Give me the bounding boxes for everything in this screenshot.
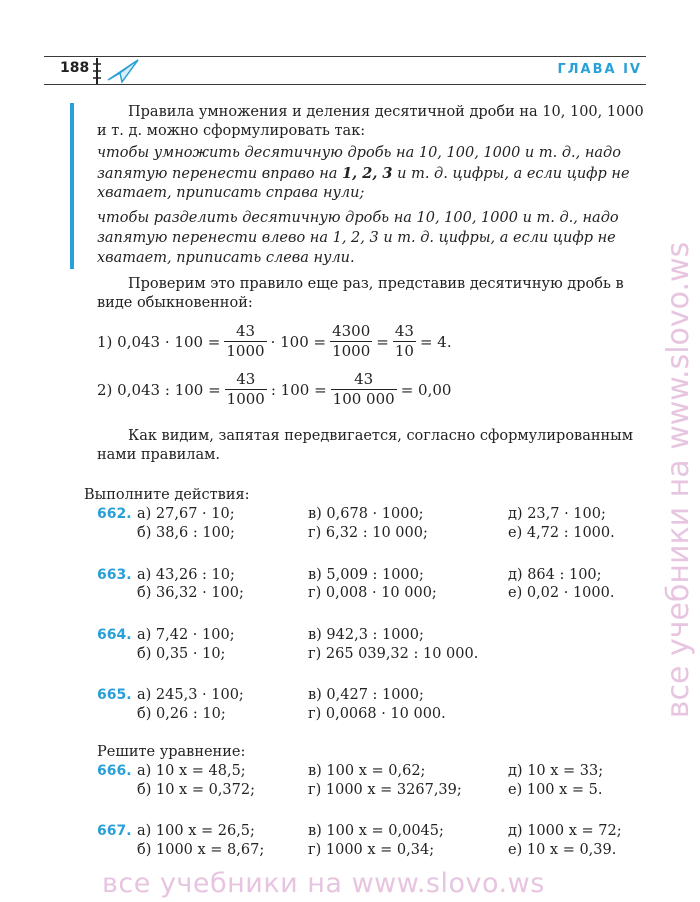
exercise-666-v: в) 100 x = 0,62; (308, 763, 426, 779)
equation-2 (97, 370, 451, 409)
exercise-667-g: г) 1000 x = 0,34; (308, 842, 435, 858)
rule-highlight-bar (70, 103, 74, 269)
task-header-actions: Выполните действия: (84, 487, 250, 503)
exercise-663-g: г) 0,008 · 10 000; (308, 585, 437, 601)
exercise-665-a: а) 245,3 · 100; (137, 687, 244, 703)
check-line-1: Проверим это правило еще раз, представив десятичную дробь в (128, 276, 624, 292)
exercise-667-a: а) 100 x = 26,5; (137, 823, 255, 839)
intro-line-2: и т. д. можно сформулировать так: (97, 123, 366, 139)
eq2-rhs: = 0,00 (400, 380, 452, 399)
rule2-line-2: запятую перенести влево на 1, 2, 3 и т. д. цифры, а если цифр не (97, 230, 616, 246)
exercise-664-b: б) 0,35 · 10; (137, 646, 226, 662)
exercise-number: 665. (97, 687, 132, 703)
eq1-fraction-3: $\frac{43}{10}$ (394, 322, 414, 360)
exercise-number: 663. (97, 567, 132, 583)
rule1-line-2: запятую перенести вправо на 1, 2, 3 и т. д. цифры, а если цифр не (97, 165, 630, 182)
exercise-number: 664. (97, 627, 132, 643)
header-decoration-icon (92, 56, 142, 90)
chapter-title: ГЛАВА IV (557, 62, 642, 77)
intro-line-1: Правила умножения и деления десятичной дроби на 10, 100, 1000 (128, 104, 644, 120)
exercise-665-v: в) 0,427 : 1000; (308, 687, 424, 703)
exercise-662-g: г) 6,32 : 10 000; (308, 525, 428, 541)
exercise-662-b: б) 38,6 : 100; (137, 525, 235, 541)
exercise-667-d: д) 1000 x = 72; (508, 823, 622, 839)
eq1-mid-2: = (376, 332, 389, 351)
eq1-lhs: 1) 0,043 · 100 = (97, 332, 221, 351)
exercise-665 (97, 687, 132, 703)
exercise-666-e: е) 100 x = 5. (508, 782, 603, 798)
exercise-667 (97, 823, 132, 839)
exercise-666-g: г) 1000 x = 3267,39; (308, 782, 462, 798)
rule2-line-3: хватает, приписать слева нули. (97, 250, 355, 266)
exercise-663-e: е) 0,02 · 1000. (508, 585, 615, 601)
exercise-663 (97, 567, 132, 583)
exercise-666-d: д) 10 x = 33; (508, 763, 604, 779)
exercise-665-b: б) 0,26 : 10; (137, 706, 226, 722)
exercise-662-a: а) 27,67 · 10; (137, 506, 235, 522)
rule1-line-1: чтобы умножить десятичную дробь на 10, 100, 1000 и т. д., надо (97, 145, 621, 161)
exercise-662-d: д) 23,7 · 100; (508, 506, 606, 522)
conclusion-line-2: нами правилам. (97, 447, 221, 463)
exercise-number: 666. (97, 763, 132, 779)
exercise-664 (97, 627, 132, 643)
equation-1 (97, 322, 452, 361)
page-number: 188 (60, 60, 90, 76)
exercise-662-e: е) 4,72 : 1000. (508, 525, 615, 541)
task-header-equations: Решите уравнение: (97, 744, 246, 760)
exercise-667-v: в) 100 x = 0,0045; (308, 823, 444, 839)
eq2-mid-1: : 100 = (270, 380, 327, 399)
exercise-667-b: б) 1000 x = 8,67; (137, 842, 265, 858)
exercise-664-g: г) 265 039,32 : 10 000. (308, 646, 479, 662)
watermark-vertical (632, 180, 700, 780)
conclusion-line-1: Как видим, запятая передвигается, согласно сформулированным (128, 428, 634, 444)
eq2-lhs: 2) 0,043 : 100 = (97, 380, 221, 399)
eq1-fraction-1: $\frac{43}{1000}$ (226, 322, 265, 360)
eq1-rhs: = 4. (419, 332, 452, 351)
exercise-662-v: в) 0,678 · 1000; (308, 506, 424, 522)
exercise-663-v: в) 5,009 : 1000; (308, 567, 424, 583)
exercise-number: 667. (97, 823, 132, 839)
exercise-number: 662. (97, 506, 132, 522)
watermark-vertical-text: все учебники на www.slovo.ws (661, 241, 696, 719)
exercise-666 (97, 763, 132, 779)
exercise-664-v: в) 942,3 : 1000; (308, 627, 424, 643)
eq1-mid-1: · 100 = (270, 332, 327, 351)
exercise-663-a: а) 43,26 : 10; (137, 567, 235, 583)
watermark-horizontal: все учебники на www.slovo.ws (102, 868, 545, 899)
eq2-fraction-1: $\frac{43}{1000}$ (226, 370, 265, 408)
exercise-666-b: б) 10 x = 0,372; (137, 782, 255, 798)
exercise-667-e: е) 10 x = 0,39. (508, 842, 617, 858)
exercise-665-g: г) 0,0068 · 10 000. (308, 706, 446, 722)
exercise-664-a: а) 7,42 · 100; (137, 627, 235, 643)
eq1-fraction-2: $\frac{4300}{1000}$ (332, 322, 371, 360)
eq2-fraction-2: $\frac{43}{100 000}$ (332, 370, 395, 408)
exercise-663-d: д) 864 : 100; (508, 567, 602, 583)
exercise-662 (97, 506, 132, 522)
rule1-line-3: хватает, приписать справа нули; (97, 185, 365, 201)
check-line-2: виде обыкновенной: (97, 295, 253, 311)
exercise-666-a: а) 10 x = 48,5; (137, 763, 246, 779)
rule2-line-1: чтобы разделить десятичную дробь на 10, 100, 1000 и т. д., надо (97, 210, 619, 226)
exercise-663-b: б) 36,32 · 100; (137, 585, 244, 601)
